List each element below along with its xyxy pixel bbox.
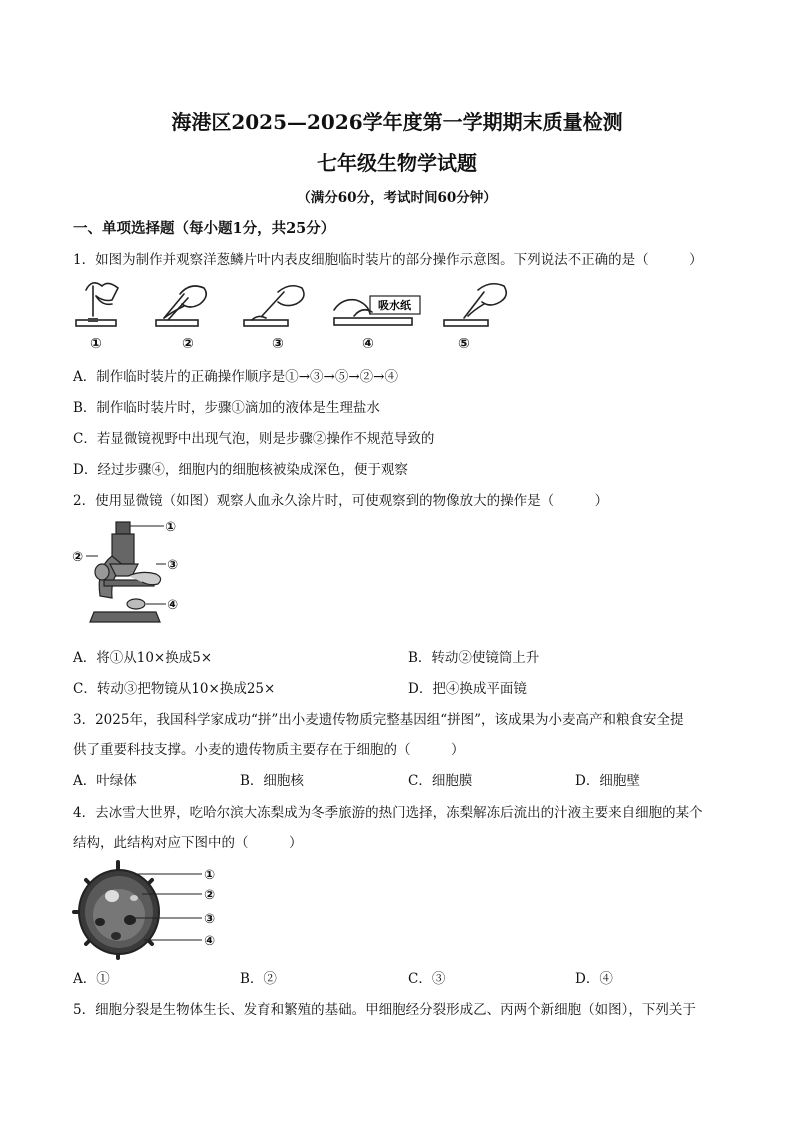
q1-stem: 1．如图为制作并观察洋葱鳞片叶内表皮细胞临时装片的部分操作示意图。下列说法不正确的是（ ） (73, 252, 703, 268)
q4-fig-label-2: ② (204, 888, 216, 903)
q4-option-b: B．② (240, 971, 277, 987)
q1-procedure-figure (72, 276, 522, 356)
q4-option-c: C．③ (408, 971, 446, 987)
exam-title: 海港区2025—2026学年度第一学期期末质量检测 (171, 110, 623, 134)
exam-note: （满分60分，考试时间60分钟） (297, 190, 497, 206)
q2-fig-label-1: ① (165, 520, 177, 535)
q2-option-d: D．把④换成平面镜 (408, 681, 527, 697)
q3-stem-line1: 3．2025年，我国科学家成功“拼”出小麦遗传物质完整基因组“拼图”，该成果为小麦高产和粮食安全提 (73, 712, 684, 728)
q1-fig-label-3: ③ (272, 336, 284, 352)
q2-microscope-figure (72, 516, 192, 636)
q1-fig-text: 吸水纸 (378, 299, 411, 312)
q2-fig-label-3: ③ (167, 558, 179, 573)
q3-stem-line2: 供了重要科技支撑。小麦的遗传物质主要存在于细胞的（ ） (73, 742, 465, 758)
q1-fig-label-5: ⑤ (458, 336, 470, 352)
q2-option-c: C．转动③把物镜从10×换成25× (73, 681, 276, 697)
q3-option-d: D．细胞壁 (575, 773, 640, 789)
q4-option-a: A．① (73, 971, 110, 987)
q2-fig-label-2: ② (72, 550, 84, 565)
q3-option-b: B．细胞核 (240, 773, 304, 789)
q4-stem-line1: 4．去冰雪大世界，吃哈尔滨大冻梨成为冬季旅游的热门选择，冻梨解冻后流出的汁液主要来自细胞的某个 (73, 805, 703, 821)
q1-fig-label-2: ② (182, 336, 194, 352)
q2-option-b: B．转动②使镜筒上升 (408, 650, 540, 666)
q4-fig-label-3: ③ (204, 912, 216, 927)
q3-option-a: A．叶绿体 (73, 773, 137, 789)
section-heading: 一、单项选择题（每小题1分，共25分） (73, 220, 336, 237)
q2-option-a: A．将①从10×换成5× (73, 650, 213, 666)
exam-subtitle: 七年级生物学试题 (317, 151, 477, 175)
q1-option-a: A．制作临时装片的正确操作顺序是①→③→⑤→②→④ (73, 369, 398, 385)
q4-stem-line2: 结构，此结构对应下图中的（ ） (73, 835, 303, 851)
q1-fig-label-1: ① (90, 336, 102, 352)
q2-stem: 2．使用显微镜（如图）观察人血永久涂片时，可使观察到的物像放大的操作是（ ） (73, 493, 609, 509)
q1-option-c: C．若显微镜视野中出现气泡，则是步骤②操作不规范导致的 (73, 431, 435, 447)
q1-fig-label-4: ④ (362, 336, 374, 352)
q4-option-d: D．④ (575, 971, 613, 987)
q1-option-b: B．制作临时装片时，步骤①滴加的液体是生理盐水 (73, 400, 380, 416)
q1-option-d: D．经过步骤④，细胞内的细胞核被染成深色，便于观察 (73, 462, 408, 478)
q3-option-c: C．细胞膜 (408, 773, 473, 789)
q4-fig-label-4: ④ (204, 934, 216, 949)
q4-fig-label-1: ① (204, 868, 216, 883)
q2-fig-label-4: ④ (167, 598, 179, 613)
q5-stem: 5．细胞分裂是生物体生长、发育和繁殖的基础。甲细胞经分裂形成乙、丙两个新细胞（如图），下列关于 (73, 1002, 696, 1018)
q4-cell-figure (72, 860, 232, 960)
